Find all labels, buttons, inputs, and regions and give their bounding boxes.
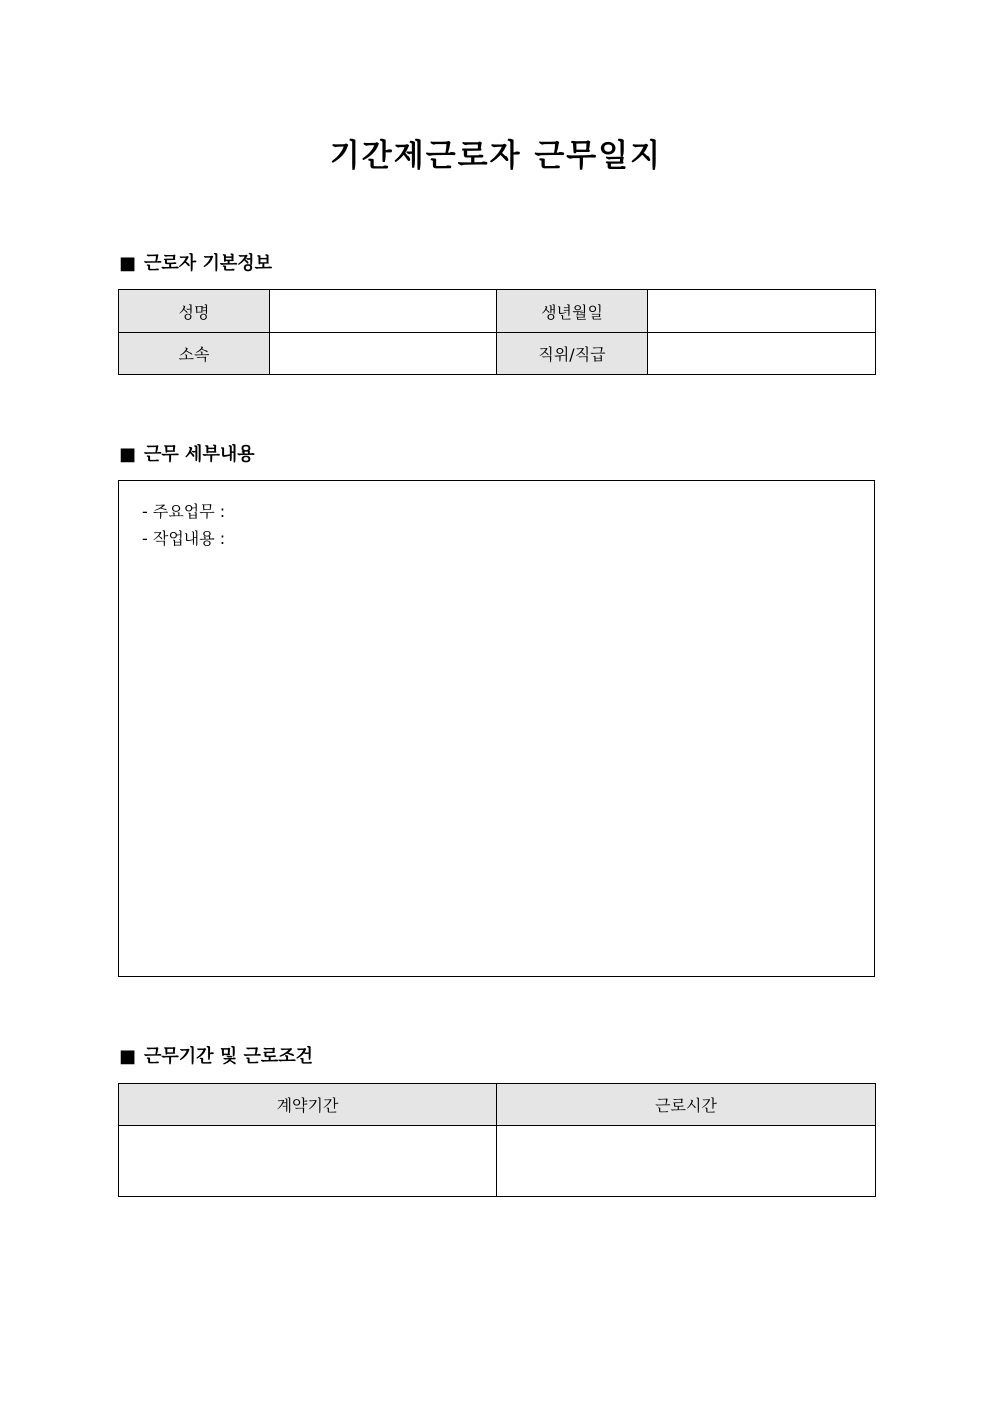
table-row <box>119 333 876 375</box>
name-field[interactable] <box>270 290 497 333</box>
table-row <box>119 1084 876 1126</box>
basic-info-table <box>118 289 876 375</box>
work-content-line: - 작업내용 : <box>142 529 226 548</box>
section-heading-period-conditions <box>119 1044 313 1070</box>
document-title: 기간제근로자 근무일지 <box>329 138 663 174</box>
work-details-box[interactable] <box>118 480 875 977</box>
contract-period-label: 계약기간 <box>119 1084 497 1126</box>
position-field[interactable] <box>648 333 876 375</box>
affiliation-label: 소속 <box>119 333 270 375</box>
birthdate-label: 생년월일 <box>497 290 648 333</box>
working-hours-label: 근로시간 <box>497 1084 876 1126</box>
table-row <box>119 290 876 333</box>
section-heading-label: 근무 세부내용 <box>144 444 255 465</box>
birthdate-field[interactable] <box>648 290 876 333</box>
section-heading-work-details <box>119 442 255 468</box>
contract-period-field[interactable] <box>119 1126 497 1197</box>
square-bullet-icon: ■ <box>119 253 137 274</box>
table-row <box>119 1126 876 1197</box>
square-bullet-icon: ■ <box>119 1046 137 1067</box>
name-label: 성명 <box>119 290 270 333</box>
main-duties-line: - 주요업무 : <box>142 502 226 521</box>
square-bullet-icon: ■ <box>119 444 137 465</box>
section-heading-label: 근로자 기본정보 <box>144 253 272 274</box>
section-heading-basic-info <box>119 251 272 277</box>
period-conditions-table <box>118 1083 876 1197</box>
affiliation-field[interactable] <box>270 333 497 375</box>
section-heading-label: 근무기간 및 근로조건 <box>144 1046 314 1067</box>
position-label: 직위/직급 <box>497 333 648 375</box>
working-hours-field[interactable] <box>497 1126 876 1197</box>
